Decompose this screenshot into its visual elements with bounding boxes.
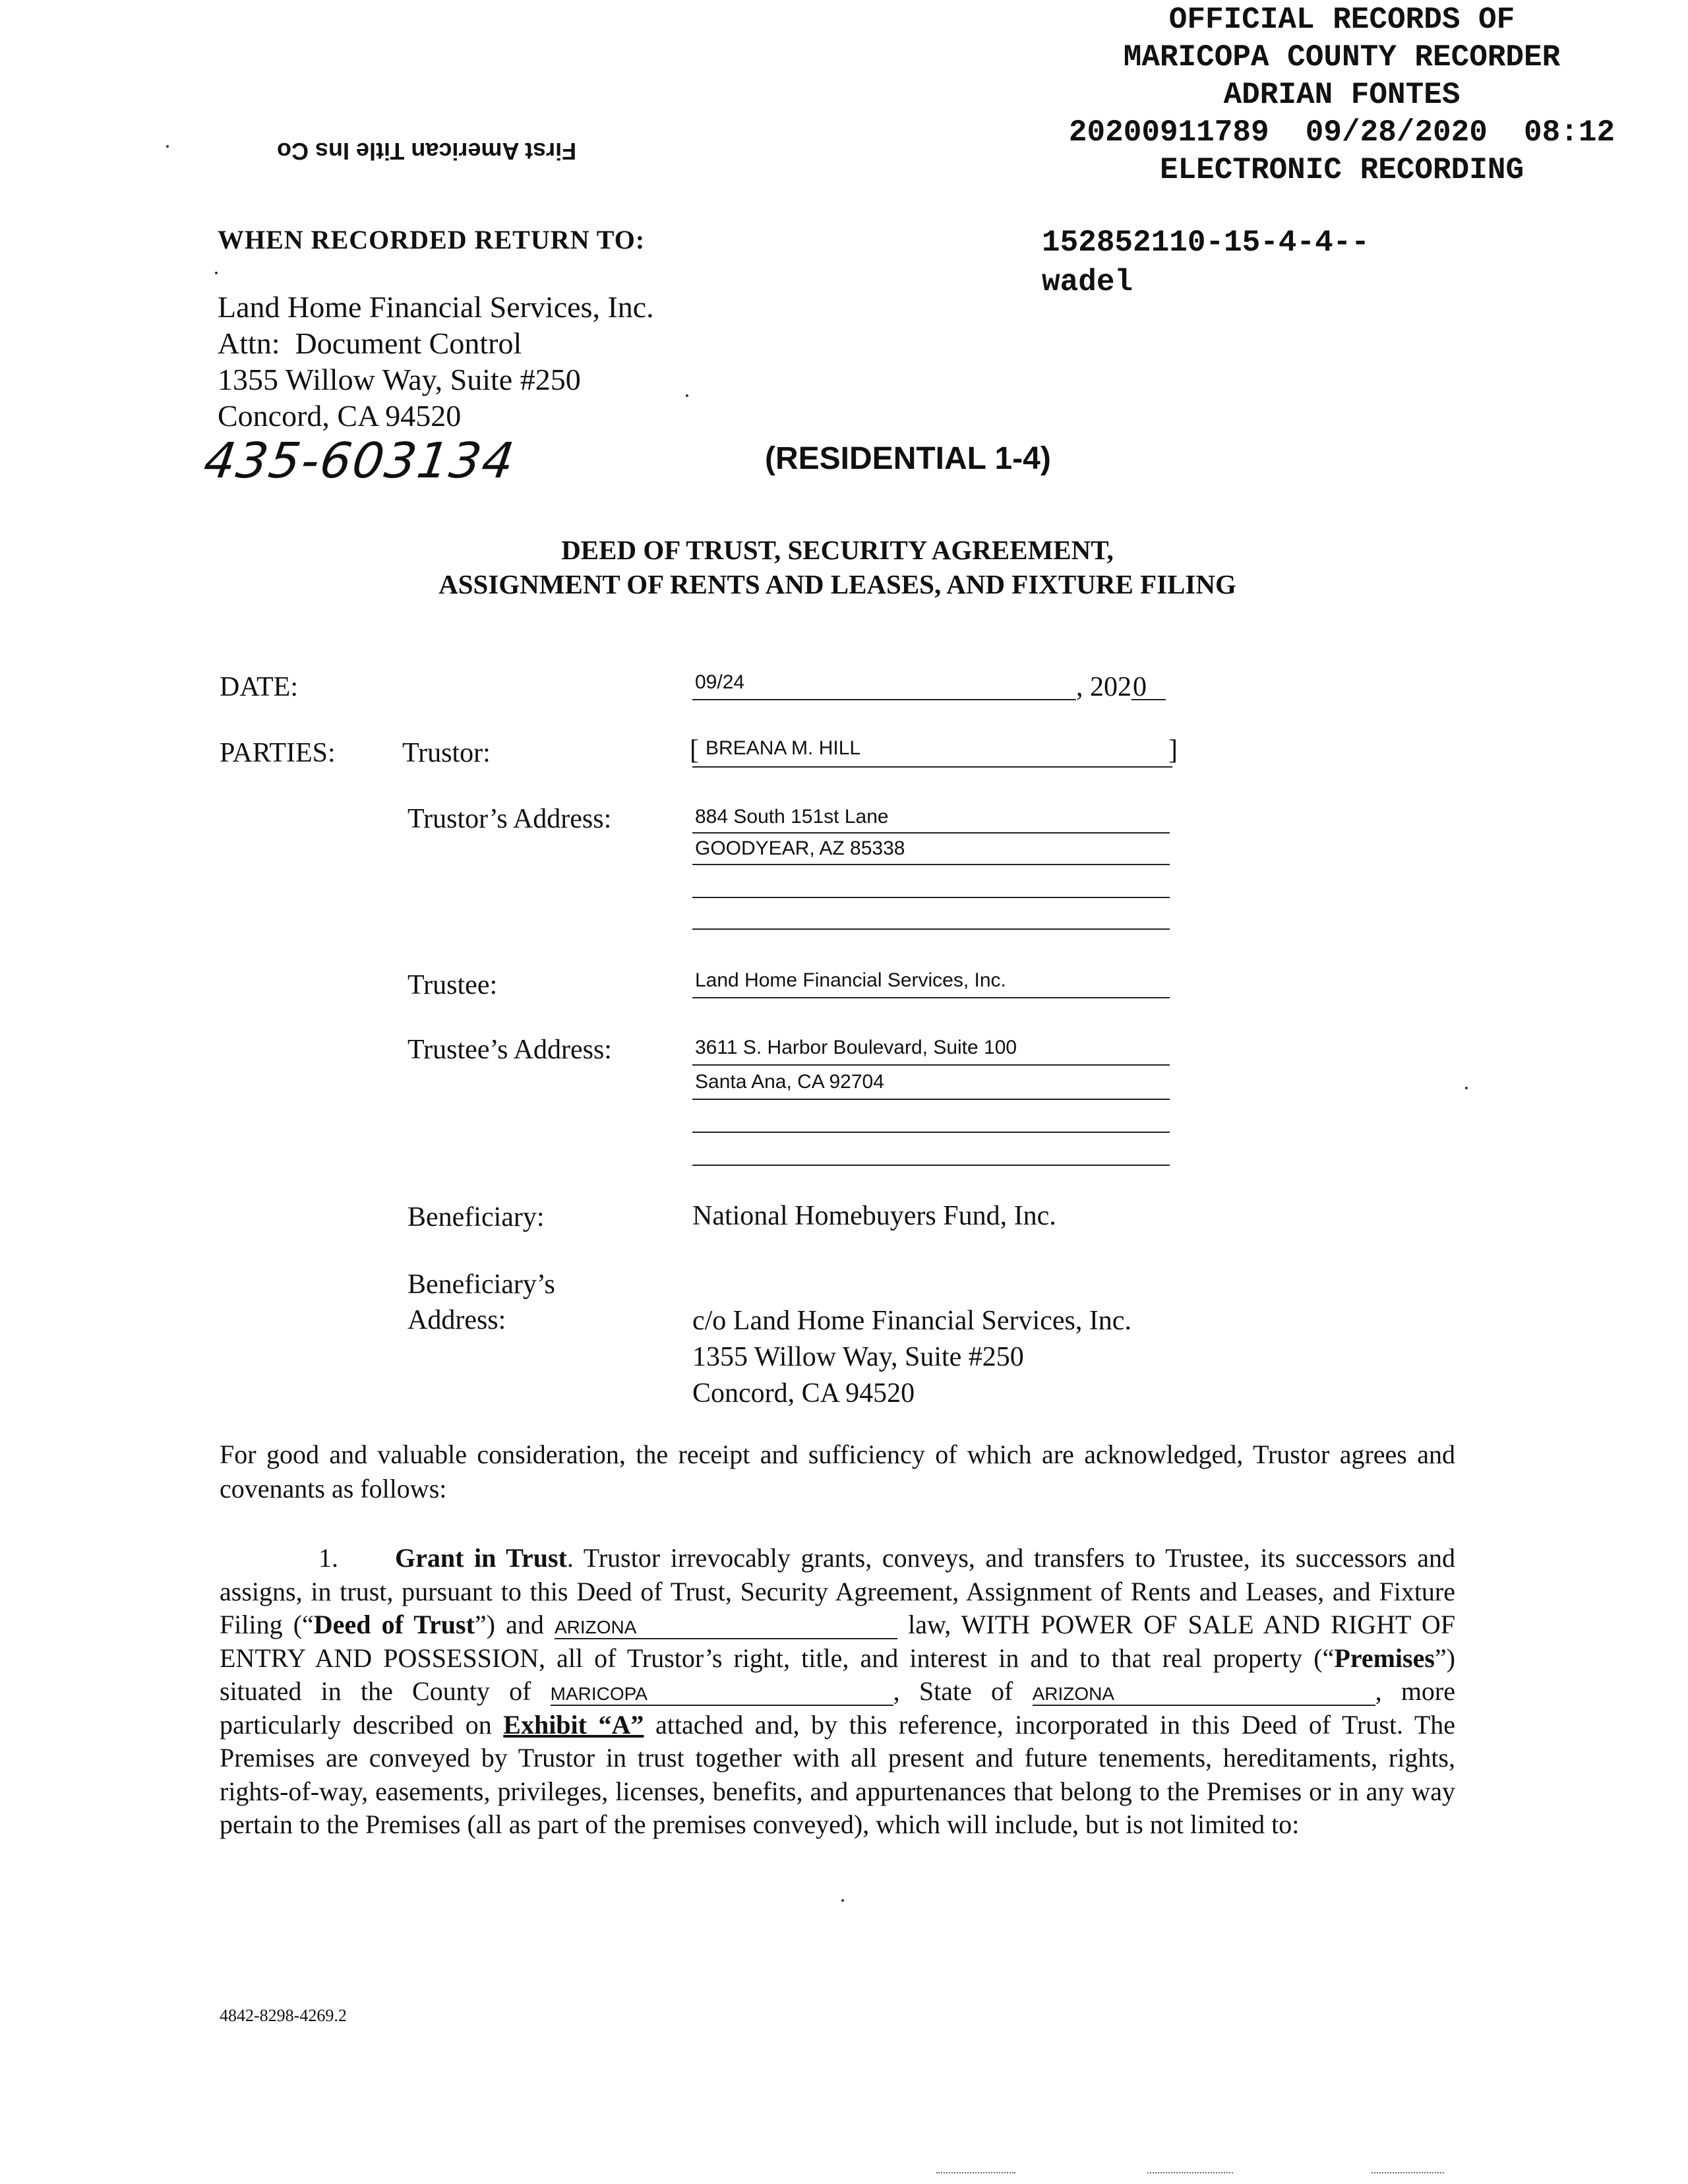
return-line-3: 1355 Willow Way, Suite #250 [218,363,581,396]
section-text: ”) situated in the County of [220,1643,1455,1706]
reference-user: wadel [1042,265,1133,299]
bracket-open: [ [690,735,699,766]
consideration-paragraph: For good and valuable consideration, the receipt and sufficiency of which are acknowledged, Trustor agrees and covenants as follows: [220,1440,1455,1503]
exhibit-a-reference: Exhibit “A” [503,1709,644,1740]
scan-artifact [1147,2172,1233,2173]
trustee-address-line-2: Santa Ana, CA 92704 [695,1071,884,1093]
underline [692,1099,1170,1100]
trustor-address-line-1: 884 South 151st Lane [695,806,889,828]
recording-number-date-time: 20200911789 09/28/2020 08:12 [1068,115,1615,150]
scan-speck [215,272,218,274]
scan-speck [1465,1087,1468,1089]
reference-block [1042,223,1370,302]
bracket-close: ] [1168,735,1178,766]
scan-speck [166,145,169,148]
beneficiary-address-label-2: Address: [407,1305,506,1335]
reference-code: 152852110-15-4-4-- [1042,226,1370,260]
beneficiary-address-line-2: 1355 Willow Way, Suite #250 [692,1342,1024,1372]
document-title [0,533,1675,601]
trustee-address-line-1: 3611 S. Harbor Boulevard, Suite 100 [695,1037,1017,1058]
trustee-name: Land Home Financial Services, Inc. [695,969,1006,991]
recorder-line-2: MARICOPA COUNTY RECORDER [1123,40,1561,75]
recorder-line-5: ELECTRONIC RECORDING [1159,153,1524,187]
section-text: , more particularly described on [220,1676,1456,1740]
section-heading: Grant in Trust [395,1543,567,1573]
defined-term-premises: Premises [1334,1643,1435,1673]
trustor-label: Trustor: [402,738,491,768]
return-to-address [218,289,654,434]
section-text: . Trustor irrevocably grants, conveys, and transfers to Trustee, its successors and assigns, in trust, pursuant to this Deed of Trust, Security Agreement, Assignment of Rents and Leases, and Fixture Filing (“ [220,1543,1456,1639]
county-field: MARICOPA [551,1684,893,1706]
form-type: (RESIDENTIAL 1-4) [765,441,1051,476]
beneficiary-label: Beneficiary: [407,1202,545,1232]
underline [692,997,1170,998]
handwritten-order-number: 435-603134 [200,433,519,489]
return-line-1: Land Home Financial Services, Inc. [218,290,654,324]
return-line-4: Concord, CA 94520 [218,399,462,433]
date-label: DATE: [220,672,298,702]
underline [692,832,1170,834]
parties-label: PARTIES: [220,738,336,768]
beneficiary-address-line-3: Concord, CA 94520 [692,1378,915,1409]
underline [692,1064,1170,1066]
title-company-stamp: First American Title Ins Co [277,138,577,165]
recorder-header [1029,1,1655,189]
section-text: ”) and [474,1610,555,1639]
section-number: 1. [318,1543,338,1573]
date-year-prefix: , 202 [1076,672,1131,702]
section-text: law, WITH POWER OF SALE AND RIGHT OF ENTRY AND POSSESSION, all of Trustor’s right, title, and interest in and to that real property (“ [220,1610,1455,1673]
scan-artifact [1372,2172,1444,2173]
year-underline [1131,699,1166,700]
scan-artifact [936,2172,1015,2173]
date-underline [692,699,1076,700]
trustee-label: Trustee: [407,970,498,1000]
trustor-address-label: Trustor’s Address: [407,804,612,834]
trustor-underline [692,766,1172,768]
date-value: 09/24 [695,671,745,693]
law-state-field: ARIZONA [555,1617,897,1639]
return-to-heading: WHEN RECORDED RETURN TO: [218,225,646,255]
defined-term-deed-of-trust: Deed of Trust [313,1610,475,1639]
scan-speck [841,1899,844,1902]
trustee-address-label: Trustee’s Address: [407,1035,612,1065]
underline [692,1165,1170,1166]
beneficiary-address [692,1303,1131,1412]
underline [692,1132,1170,1133]
title-line-2: ASSIGNMENT OF RENTS AND LEASES, AND FIXTURE FILING [438,569,1236,599]
document-id: 4842-8298-4269.2 [220,2006,347,2025]
date-year-suffix: 0 [1133,672,1147,702]
title-line-1: DEED OF TRUST, SECURITY AGREEMENT, [561,535,1114,565]
underline [692,864,1170,865]
recorder-line-3: ADRIAN FONTES [1223,78,1461,112]
trustor-name: BREANA M. HILL [706,737,861,759]
section-text: attached and, by this reference, incorporated in this Deed of Trust. The Premises are conveyed by Trustor in trust together with all present and future tenements, hereditaments, rights, rights-of-way, easements, privileges, licenses, benefits, and appurtenances that belong to the Premises or in any way pertain to the Premises (all as part of the premises conveyed), which will include, but is not limited to: [220,1709,1455,1839]
beneficiary-name: National Homebuyers Fund, Inc. [692,1201,1056,1231]
scan-speck [686,394,688,397]
beneficiary-address-label-1: Beneficiary’s [407,1269,555,1300]
beneficiary-address-line-1: c/o Land Home Financial Services, Inc. [692,1306,1131,1336]
trustor-address-line-2: GOODYEAR, AZ 85338 [695,837,905,859]
section-1-paragraph [220,1542,1455,1842]
underline [692,897,1170,898]
underline [692,928,1170,930]
section-text: , State of [893,1676,1033,1706]
recorder-line-1: OFFICIAL RECORDS OF [1168,3,1515,37]
return-line-2: Attn: Document Control [218,326,522,360]
state-field: ARIZONA [1033,1684,1375,1706]
